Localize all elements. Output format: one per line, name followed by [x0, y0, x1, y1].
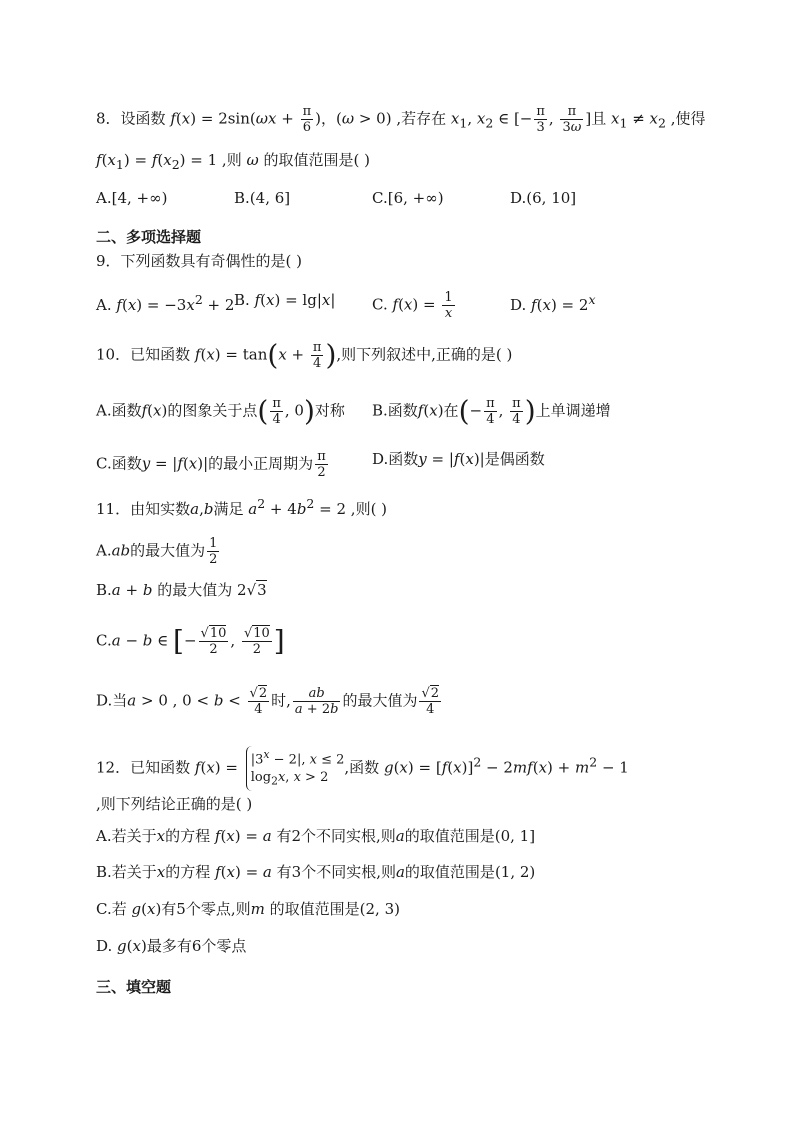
- question-number: 8．: [96, 109, 121, 128]
- question-12-line2: ,则下列结论正确的是( ): [96, 795, 253, 813]
- section-title-multiple-choice: 二、多项选择题: [96, 228, 202, 246]
- question-10-stem: 10．已知函数 f(x) = tan(x + $\frac{\pi}{4}$ ),则下列叙述中,正确的是( ): [96, 338, 513, 372]
- q10-option-d[interactable]: D.函数y = |f(x)|是偶函数: [372, 450, 545, 468]
- q12-option-b[interactable]: B.若关于x的方程 f(x) = a 有3个不同实根,则a的取值范围是(1, 2): [96, 863, 536, 881]
- question-11-stem: 11．由知实数a,b满足 $a^2 + 4b^2 = 2$ ,则( ): [96, 496, 388, 518]
- q9-option-b[interactable]: B. f(x) = lg|x|: [234, 291, 336, 309]
- q8-option-a[interactable]: A.[4, +∞): [96, 189, 168, 207]
- q12-option-d[interactable]: D. g(x)最多有6个零点: [96, 937, 247, 955]
- q10-option-a[interactable]: A.函数f(x)的图象关于点( $\frac{\pi}{4}$ , 0)对称: [96, 394, 345, 428]
- question-8-line2: $f(x_1) = f(x_2) = 1$ ,则 ω 的取值范围是( ): [96, 151, 370, 172]
- q11-option-b[interactable]: B.a + b 的最大值为 2√3: [96, 581, 267, 599]
- q9-option-c[interactable]: C. f(x) = $\frac{1}{x}$: [372, 290, 453, 321]
- question-8-line1: 8．设函数 f(x) = 2sin(ωx + $\frac{\pi}{6}$ )，(ω > 0) ,若存在 $x_1$, $x_2$ ∈ [− $\frac{\pi}{3}$ , $\frac{\pi}{3\omega}$ ]且 $x_1 \ne x_2$ ,使得: [96, 104, 706, 135]
- q9-option-a[interactable]: A. $f(x) = -3x^2 + 2$: [96, 292, 235, 314]
- q10-option-b[interactable]: B.函数f(x)在(− $\frac{\pi}{4}$ , $\frac{\pi}{4}$ )上单调递增: [372, 394, 611, 428]
- q8-option-c[interactable]: C.[6, +∞): [372, 189, 444, 207]
- q11-option-c[interactable]: C.a − b ∈ [− $\frac{√10}{2}$ , $\frac{√10}{2}$ ]: [96, 624, 285, 658]
- q8-option-d[interactable]: D.(6, 10]: [510, 189, 577, 207]
- section-title-fill-blank: 三、填空题: [96, 978, 172, 996]
- question-12-stem: 12．已知函数 f(x) = $|3^x - 2|$, x ≤ 2 $\log_2x$, x > 2 ,函数 $g(x) = [f(x)]^2 - 2mf(x) + m^2 - 1$: [96, 746, 629, 791]
- q9-option-d[interactable]: D. $f(x) = 2^x$: [510, 292, 596, 314]
- q11-option-a[interactable]: A.ab的最大值为 $\frac{1}{2}$: [96, 536, 218, 567]
- q12-option-c[interactable]: C.若 g(x)有5个零点,则m 的取值范围是(2, 3): [96, 900, 400, 918]
- q11-option-d[interactable]: D.当a > 0 , 0 < b < $\frac{√2}{4}$ 时, $\frac{ab}{a + 2b}$ 的最大值为 $\frac{√2}{4}$: [96, 686, 440, 717]
- question-9-stem: 9．下列函数具有奇偶性的是( ): [96, 252, 303, 270]
- q12-option-a[interactable]: A.若关于x的方程 f(x) = a 有2个不同实根,则a的取值范围是(0, 1]: [96, 827, 536, 845]
- q10-option-c[interactable]: C.函数y = |f(x)|的最小正周期为 $\frac{\pi}{2}$: [96, 449, 326, 480]
- q8-option-b[interactable]: B.(4, 6]: [234, 189, 291, 207]
